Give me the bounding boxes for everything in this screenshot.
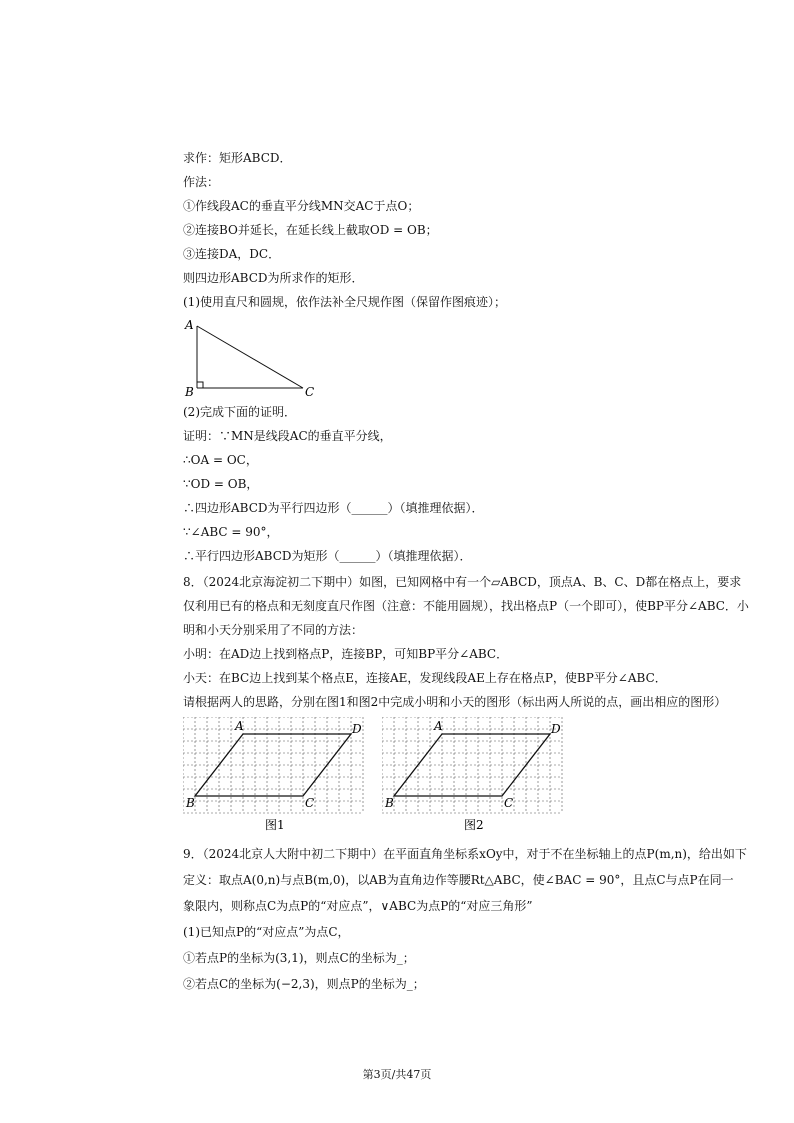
text-line: 明和小天分别采用了不同的方法： — [183, 623, 364, 637]
text-line: (1)使用直尺和圆规，依作法补全尺规作图（保留作图痕迹）； — [183, 295, 507, 309]
text-line: 小明：在AD边上找到格点P，连接BP，可知BP平分∠ABC． — [183, 647, 509, 661]
text-line: ∴平行四边形ABCD为矩形（______）（填推理依据）． — [183, 549, 472, 563]
grid-figure-1 — [183, 717, 367, 837]
text-line: ③连接DA，DC． — [183, 247, 281, 261]
right-triangle-figure — [180, 314, 320, 400]
text-line: 作法： — [183, 175, 220, 189]
text-line: (1)已知点P的“对应点”为点C， — [183, 925, 350, 939]
grid-lines — [183, 717, 363, 813]
text-line: 求作：矩形ABCD． — [183, 151, 292, 165]
vertex-label-b: B — [385, 796, 394, 810]
right-angle-mark — [197, 382, 203, 388]
vertex-label-c: C — [305, 385, 315, 399]
text-line: (2)完成下面的证明． — [183, 405, 296, 419]
text-line: 8．（2024北京海淀初二下期中）如图，已知网格中有一个▱ABCD，顶点A、B、C、D都在格点上，要求 — [183, 575, 742, 589]
text-line: 则四边形ABCD为所求作的矩形． — [183, 271, 364, 285]
text-line: 9．（2024北京人大附中初二下期中）在平面直角坐标系xOy中，对于不在坐标轴上的点P(m,n)，给出如下 — [183, 847, 747, 861]
vertex-label-a: A — [434, 719, 443, 733]
text-line: ∵OD = OB， — [183, 477, 259, 491]
text-line: ∴OA = OC， — [183, 453, 258, 467]
text-line: 请根据两人的思路，分别在图1和图2中完成小明和小天的图形（标出两人所说的点，画出相应的图形） — [183, 695, 727, 709]
triangle-side-ac — [197, 326, 303, 388]
figure-caption: 图1 — [265, 818, 285, 832]
text-line: ∵∠ABC = 90°， — [183, 525, 279, 539]
text-line: ∴四边形ABCD为平行四边形（______）（填推理依据）． — [183, 501, 484, 515]
text-line: 仅利用已有的格点和无刻度直尺作图（注意：不能用圆规），找出格点P（一个即可），使BP平分∠ABC．小 — [183, 599, 749, 613]
text-line: ②若点C的坐标为(−2,3)，则点P的坐标为_； — [183, 977, 425, 991]
vertex-label-a: A — [185, 318, 194, 332]
vertex-label-d: D — [551, 722, 561, 736]
figure-caption: 图2 — [464, 818, 484, 832]
vertex-label-b: B — [185, 385, 194, 399]
vertex-label-c: C — [504, 796, 514, 810]
text-line: 定义：取点A(0,n)与点B(m,0)，以AB为直角边作等腰Rt△ABC，使∠BAC = 90°，且点C与点P在同一 — [183, 873, 734, 887]
grid-figure-2 — [382, 717, 566, 837]
vertex-label-d: D — [352, 722, 362, 736]
text-line: 小天：在BC边上找到某个格点E，连接AE，发现线段AE上存在格点P，使BP平分∠ABC． — [183, 671, 667, 685]
vertex-label-a: A — [235, 719, 244, 733]
vertex-label-c: C — [305, 796, 315, 810]
text-line: ①作线段AC的垂直平分线MN交AC于点O； — [183, 199, 420, 213]
text-line: ①若点P的坐标为(3,1)，则点C的坐标为_； — [183, 951, 415, 965]
text-line: 证明：∵MN是线段AC的垂直平分线， — [183, 429, 392, 443]
grid-lines — [382, 717, 562, 813]
text-line: ②连接BO并延长，在延长线上截取OD = OB； — [183, 223, 438, 237]
page-footer: 第3页/共47页 — [362, 1068, 432, 1081]
vertex-label-b: B — [186, 796, 195, 810]
text-line: 象限内，则称点C为点P的“对应点”，∨ABC为点P的“对应三角形” — [183, 899, 533, 913]
